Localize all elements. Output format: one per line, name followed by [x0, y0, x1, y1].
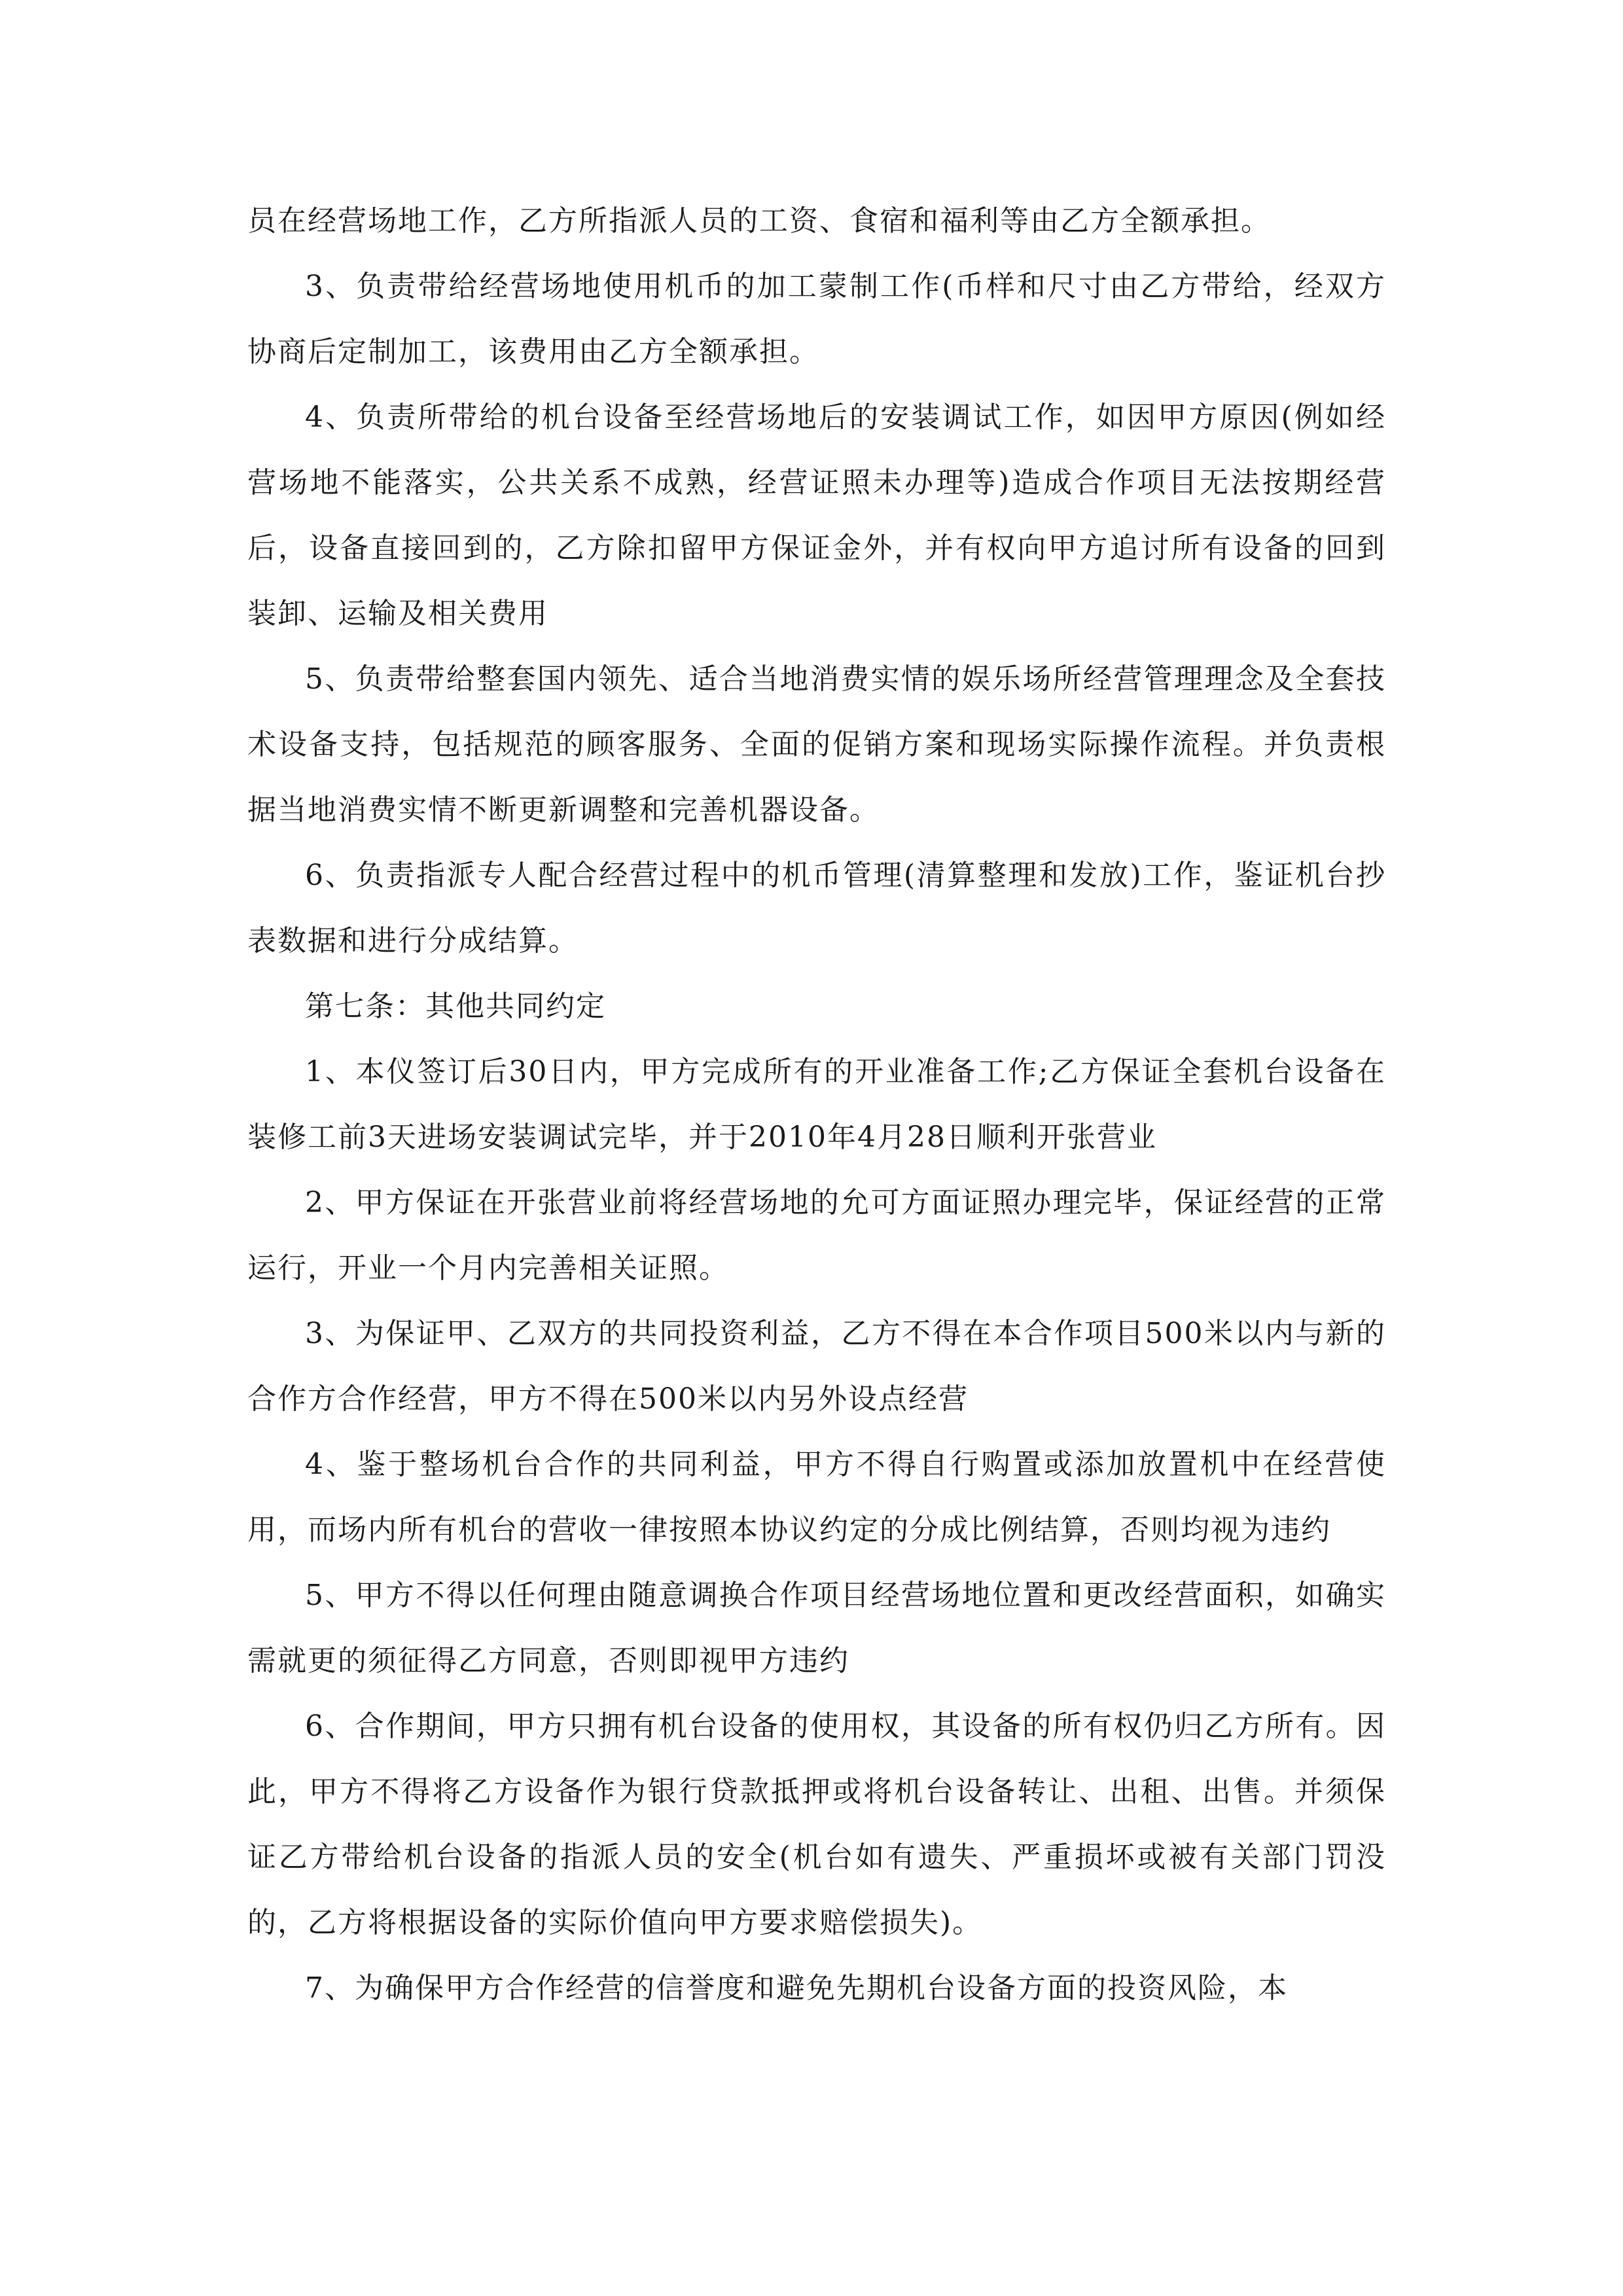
paragraph-item-4: 4、负责所带给的机台设备至经营场地后的安装调试工作，如因甲方原因(例如经营场地不能落实，公共关系不成熟，经营证照未办理等)造成合作项目无法按期经营后，设备直接回到的，乙方除扣留甲方保证金外，并有权向甲方追讨所有设备的回到装卸、运输及相关费用	[247, 401, 1386, 630]
paragraph-clause-7: 7、为确保甲方合作经营的信誉度和避免先期机台设备方面的投资风险，本	[305, 1971, 1288, 2005]
paragraph-continued: 员在经营场地工作，乙方所指派人员的工资、食宿和福利等由乙方全额承担。	[247, 204, 1271, 238]
paragraph-item-3: 3、负责带给经营场地使用机币的加工蒙制工作(币样和尺寸由乙方带给，经双方协商后定制加工，该费用由乙方全额承担。	[247, 270, 1386, 368]
article-heading: 第七条：其他共同约定	[305, 990, 606, 1023]
paragraph-clause-3: 3、为保证甲、乙双方的共同投资利益，乙方不得在本合作项目500米以内与新的合作方合作经营，甲方不得在500米以内另外设点经营	[247, 1317, 1386, 1416]
paragraph-clause-2: 2、甲方保证在开张营业前将经营场地的允可方面证照办理完毕，保证经营的正常运行，开业一个月内完善相关证照。	[247, 1186, 1386, 1285]
paragraph-item-5: 5、负责带给整套国内领先、适合当地消费实情的娱乐场所经营管理理念及全套技术设备支持，包括规范的顾客服务、全面的促销方案和现场实际操作流程。并负责根据当地消费实情不断更新调整和完善机器设备。	[247, 662, 1386, 827]
paragraph-clause-5: 5、甲方不得以任何理由随意调换合作项目经营场地位置和更改经营面积，如确实需就更的须征得乙方同意，否则即视甲方违约	[247, 1579, 1386, 1677]
paragraph-clause-1: 1、本仪签订后30日内，甲方完成所有的开业准备工作;乙方保证全套机台设备在装修工前3天进场安装调试完毕，并于2010年4月28日顺利开张营业	[247, 1055, 1386, 1154]
paragraph-item-6: 6、负责指派专人配合经营过程中的机币管理(清算整理和发放)工作，鉴证机台抄表数据和进行分成结算。	[247, 859, 1386, 958]
document-body	[247, 188, 1386, 2021]
paragraph-clause-4: 4、鉴于整场机台合作的共同利益，甲方不得自行购置或添加放置机中在经营使用，而场内所有机台的营收一律按照本协议约定的分成比例结算，否则均视为违约	[247, 1448, 1386, 1547]
paragraph-clause-6: 6、合作期间，甲方只拥有机台设备的使用权，其设备的所有权仍归乙方所有。因此，甲方不得将乙方设备作为银行贷款抵押或将机台设备转让、出租、出售。并须保证乙方带给机台设备的指派人员的安全(机台如有遗失、严重损坏或被有关部门罚没的，乙方将根据设备的实际价值向甲方要求赔偿损失)。	[247, 1710, 1386, 1939]
